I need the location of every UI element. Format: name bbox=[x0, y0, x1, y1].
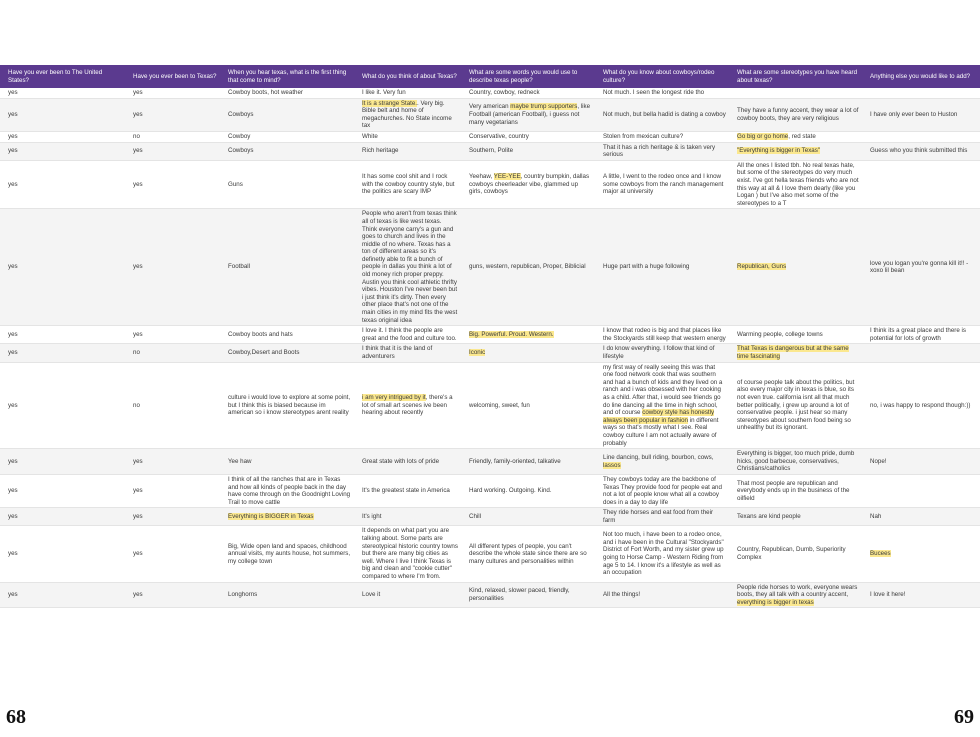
cell-text: yes bbox=[133, 513, 143, 521]
highlighted-text: Republican, Guns bbox=[737, 263, 787, 271]
table-cell bbox=[0, 508, 125, 526]
table-cell bbox=[729, 449, 862, 475]
cell-text: Southern, Polite bbox=[469, 147, 514, 155]
cell-text: Love it bbox=[362, 591, 381, 599]
table-cell bbox=[220, 344, 354, 362]
table-cell bbox=[461, 582, 595, 608]
cell-text: It depends on what part you are talking about. Some parts are stereotypical historic country towns but there are many big cities as well. Where I live I think Texas is big and clean and "cookie cutter" compared to where I'm from. bbox=[362, 527, 458, 581]
highlighted-text: YEE-YEE bbox=[493, 173, 521, 181]
cell-text: Not too much, i have been to a rodeo once, and i have been in the Cultural "Stockyards" District of Fort Worth, and my sister grew up going to Horse Camp - Western Riding from age 5 to 14. I know it's a lifestyle as well as an occupation bbox=[603, 531, 724, 577]
table-cell bbox=[595, 88, 729, 98]
cell-text: People ride horses to work, everyone wears boots, they all talk with a country accent, bbox=[737, 583, 858, 599]
table-cell bbox=[125, 474, 220, 507]
header-cell: Have you ever been to Texas? bbox=[133, 72, 217, 80]
cell-text: Stolen from mexican culture? bbox=[603, 132, 684, 140]
cell-text: yes bbox=[8, 401, 18, 409]
table-cell bbox=[125, 160, 220, 209]
table-cell bbox=[729, 326, 862, 344]
cell-text: Yeehaw, bbox=[469, 173, 494, 181]
header-row bbox=[0, 65, 980, 88]
cell-text: yes bbox=[8, 132, 18, 140]
table-cell bbox=[0, 88, 125, 98]
table-cell bbox=[461, 160, 595, 209]
table-cell bbox=[125, 209, 220, 326]
table-cell bbox=[125, 582, 220, 608]
table-cell bbox=[220, 508, 354, 526]
cell-text: guns, western, republican, Proper, Biblicial bbox=[469, 263, 586, 271]
cell-text: Kind, relaxed, slower paced, friendly, personalities bbox=[469, 587, 570, 603]
table-row bbox=[0, 326, 980, 344]
table-row bbox=[0, 98, 980, 131]
cell-text: Country, cowboy, redneck bbox=[469, 89, 540, 96]
cell-text: yes bbox=[133, 457, 143, 465]
cell-text: I do know everything. I follow that kind of lifestyle bbox=[603, 345, 715, 360]
table-cell bbox=[595, 344, 729, 362]
table-row bbox=[0, 449, 980, 475]
table-cell bbox=[862, 508, 980, 526]
cell-text: Big, Wide open land and spaces, childhood annual visits, my aunts house, hot summers, my college town bbox=[228, 542, 351, 565]
header-cell: Anything else you would like to add? bbox=[870, 72, 971, 80]
cell-text: no bbox=[133, 401, 140, 409]
table-cell bbox=[354, 362, 461, 449]
cell-text: Longhorns bbox=[228, 591, 258, 599]
table-cell bbox=[595, 362, 729, 449]
cell-text: , there's a lot of small art scenes ive been hearing about recently bbox=[362, 393, 453, 417]
cell-text: yes bbox=[8, 591, 18, 599]
table-cell bbox=[220, 98, 354, 131]
cell-text: Not much. I seen the longest ride tho bbox=[603, 89, 705, 96]
table-cell bbox=[125, 344, 220, 362]
cell-text: Line dancing, bull riding, bourbon, cows, bbox=[603, 453, 714, 461]
table-cell bbox=[595, 526, 729, 582]
table-cell bbox=[354, 209, 461, 326]
table-cell bbox=[862, 160, 980, 209]
table-cell bbox=[461, 209, 595, 326]
table-cell bbox=[0, 474, 125, 507]
highlighted-text: Iconic bbox=[469, 349, 486, 357]
cell-text: Nope! bbox=[870, 457, 887, 465]
highlighted-text: "Everything is bigger in Texas" bbox=[737, 147, 821, 155]
page-number-left: 68 bbox=[6, 706, 26, 728]
header-cell: What do you know about cowboys/rodeo culture? bbox=[603, 69, 715, 84]
cell-text: yes bbox=[133, 89, 143, 96]
table-cell bbox=[125, 326, 220, 344]
cell-text: yes bbox=[8, 513, 18, 521]
header-cell: Have you ever been to The United States? bbox=[8, 69, 103, 84]
highlighted-text: That Texas is dangerous but at the same time fascinating bbox=[737, 345, 849, 360]
table-row bbox=[0, 582, 980, 608]
table-cell bbox=[461, 142, 595, 160]
highlighted-text: Big. Powerful. Proud. Western. bbox=[469, 331, 554, 339]
cell-text: Conservative, country bbox=[469, 132, 529, 140]
cell-text: yes bbox=[8, 263, 18, 271]
cell-text: yes bbox=[133, 331, 143, 339]
cell-text: no bbox=[133, 132, 140, 140]
cell-text: They have a funny accent, they wear a lot of cowboy boots, they are very religious bbox=[737, 107, 859, 122]
cell-text: yes bbox=[8, 110, 18, 118]
cell-text: Cowboy,Desert and Boots bbox=[228, 349, 300, 357]
table-cell bbox=[0, 131, 125, 142]
table-cell bbox=[595, 160, 729, 209]
table-cell bbox=[0, 326, 125, 344]
table-row bbox=[0, 344, 980, 362]
cell-text: Friendly, family-oriented, talkative bbox=[469, 457, 561, 465]
table-cell bbox=[862, 142, 980, 160]
table-cell bbox=[220, 160, 354, 209]
cell-text: Great state with lots of pride bbox=[362, 457, 440, 465]
table-cell bbox=[862, 362, 980, 449]
cell-text: culture i would love to explore at some point, but I think this is biased because im american so i know stereotypes arent reality bbox=[228, 393, 351, 417]
cell-text: Guess who you think submitted this bbox=[870, 147, 968, 155]
table-cell bbox=[595, 209, 729, 326]
table-cell bbox=[862, 209, 980, 326]
table-row bbox=[0, 362, 980, 449]
table-cell bbox=[354, 160, 461, 209]
cell-text: That most people are republican and everybody ends up in the business of the oilfield bbox=[737, 479, 850, 502]
table-cell bbox=[729, 508, 862, 526]
table-cell bbox=[0, 582, 125, 608]
table-cell bbox=[862, 98, 980, 131]
table-cell bbox=[595, 326, 729, 344]
cell-text: , red state bbox=[788, 132, 816, 140]
cell-text: , country bumpkin, dallas cowboys cheerleader vibe, glammed up girls, cowboys bbox=[469, 173, 590, 196]
cell-text: yes bbox=[8, 331, 18, 339]
cell-text: yes bbox=[8, 550, 18, 558]
highlighted-text: Everything is BIGGER in Texas bbox=[228, 513, 314, 521]
cell-text: yes bbox=[8, 180, 18, 188]
header-cell: When you hear texas, what is the first thing that come to mind? bbox=[228, 69, 347, 84]
table-cell bbox=[595, 449, 729, 475]
table-cell bbox=[220, 526, 354, 582]
cell-text: I think of all the ranches that are in Texas and how all kinds of people back in the day have come through on the Goodnight Loving Trail to move cattle bbox=[228, 475, 351, 506]
cell-text: Cowboy boots and hats bbox=[228, 331, 293, 339]
table-cell bbox=[461, 449, 595, 475]
table-cell bbox=[729, 362, 862, 449]
cell-text: Cowboy bbox=[228, 132, 251, 140]
cell-text: , like Football (american Football), i guess not many vegetarians bbox=[469, 103, 591, 126]
cell-text: I love it. I think the people are great and the food and culture too. bbox=[362, 327, 457, 342]
cell-text: yes bbox=[8, 349, 18, 357]
table-cell bbox=[461, 98, 595, 131]
cell-text: It's the greatest state in America bbox=[362, 487, 450, 495]
cell-text: in different ways so that's mostly what I see. Real cowboy culture I am not actually aware of probably bbox=[603, 416, 719, 447]
header-cell: What are some stereotypes you have heard about texas? bbox=[737, 69, 858, 84]
highlighted-text: lassos bbox=[603, 461, 621, 469]
cell-text: no bbox=[133, 349, 140, 357]
cell-text: I know that rodeo is big and that places like the Stockyards still keep that western energy bbox=[603, 327, 726, 342]
table-cell bbox=[862, 131, 980, 142]
table-cell bbox=[461, 131, 595, 142]
cell-text: I love it here! bbox=[870, 591, 906, 599]
table-cell bbox=[125, 508, 220, 526]
cell-text: I think its a great place and there is potential for lots of growth bbox=[870, 327, 966, 342]
table-cell bbox=[595, 582, 729, 608]
table-header bbox=[0, 65, 980, 88]
cell-text: welcoming, sweet, fun bbox=[469, 401, 530, 409]
table-cell bbox=[729, 474, 862, 507]
table-cell bbox=[220, 88, 354, 98]
cell-text: All different types of people, you can't describe the whole state since there are so many cultures and personalities within bbox=[469, 542, 587, 565]
table-cell bbox=[461, 474, 595, 507]
cell-text: yes bbox=[133, 263, 143, 271]
table-cell bbox=[0, 98, 125, 131]
table-cell bbox=[729, 582, 862, 608]
highlighted-text: Go big or go home bbox=[737, 132, 789, 140]
header-cell: What are some words you would use to describe texas people? bbox=[469, 69, 578, 84]
table-cell bbox=[0, 449, 125, 475]
table-cell bbox=[595, 98, 729, 131]
cell-text: my first way of really seeing this was that one food network cook that was southern and had a bunch of kids and they lived on a ranch and i was obsessed with her cooking as a child. After that, i would see friends go do line dancing all the time in high school, and of course bbox=[603, 363, 723, 417]
table-row bbox=[0, 209, 980, 326]
table-cell bbox=[220, 362, 354, 449]
cell-text: A little, I went to the rodeo once and I know some cowboys from the ranch management major at university bbox=[603, 173, 724, 196]
cell-text: love you logan you're gonna kill it!! - xoxo lil bean bbox=[870, 259, 969, 275]
table-cell bbox=[220, 582, 354, 608]
table-cell bbox=[461, 526, 595, 582]
table-cell bbox=[354, 142, 461, 160]
table-cell bbox=[461, 88, 595, 98]
cell-text: It's ight bbox=[362, 513, 382, 521]
highlighted-text: cowboy style has honestly always been popular in fashion bbox=[603, 409, 715, 424]
cell-text: Chill bbox=[469, 513, 482, 521]
highlighted-text: i am very intrigued by it bbox=[362, 393, 426, 401]
cell-text: All the things! bbox=[603, 591, 641, 599]
table-cell bbox=[862, 88, 980, 98]
table-body bbox=[0, 88, 980, 608]
highlighted-text: Bucees bbox=[870, 550, 891, 558]
cell-text: White bbox=[362, 132, 378, 140]
cell-text: Cowboys bbox=[228, 147, 254, 155]
cell-text: Warming people, college towns bbox=[737, 331, 823, 339]
cell-text: no, i was happy to respond though:)) bbox=[870, 401, 971, 409]
cell-text: Cowboy boots, hot weather bbox=[228, 89, 303, 96]
cell-text: I like it. Very fun bbox=[362, 89, 406, 96]
table-cell bbox=[729, 209, 862, 326]
table-cell bbox=[354, 582, 461, 608]
survey-table-wrap bbox=[0, 65, 980, 608]
table-cell bbox=[729, 88, 862, 98]
cell-text: yes bbox=[8, 89, 18, 96]
table-cell bbox=[125, 362, 220, 449]
table-cell bbox=[354, 508, 461, 526]
cell-text: yes bbox=[8, 147, 18, 155]
table-cell bbox=[862, 449, 980, 475]
cell-text: Not much, but bella hadid is dating a cowboy bbox=[603, 110, 726, 118]
table-row bbox=[0, 160, 980, 209]
header-cell: What do you think of about Texas? bbox=[362, 72, 457, 80]
table-cell bbox=[125, 142, 220, 160]
table-cell bbox=[354, 449, 461, 475]
table-row bbox=[0, 526, 980, 582]
table-cell bbox=[595, 131, 729, 142]
cell-text: People who aren't from texas think all of texas is like west texas. Think everyone carry's a gun and goes to church and lives in the middle of no where. Texas has a ton of different areas so it's definetly able to fit a bunch of people in dallas you think a lot of old money rich proper preppy. Austin you think cool athletic thrifty vibes. Houston I've never been but i just think it's dirty. Then every other place that's not one of the main cities in my mind fits the west texas original idea bbox=[362, 210, 458, 324]
table-cell bbox=[729, 131, 862, 142]
table-cell bbox=[729, 344, 862, 362]
table-cell bbox=[0, 209, 125, 326]
highlighted-text: maybe trump supporters bbox=[510, 103, 578, 111]
table-cell bbox=[220, 131, 354, 142]
cell-text: All the ones I listed tbh. No real texas hate, but some of the stereotypes do very much exist. I've got hella texas friends who are not this way at all & I love them dearly (like you Logan ) but I've also met some of the stereotypes to a T bbox=[737, 161, 859, 207]
table-cell bbox=[595, 142, 729, 160]
cell-text: yes bbox=[133, 550, 143, 558]
table-cell bbox=[354, 526, 461, 582]
table-cell bbox=[595, 474, 729, 507]
table-cell bbox=[125, 449, 220, 475]
cell-text: of course people talk about the politics, but also every major city in texas is blue, so its not even true. california isnt all that much better politically, i grew up around a lot of conservative people. i just hear so many stereotypes about southern food being so unhealthy but its ignorant. bbox=[737, 378, 855, 432]
table-cell bbox=[125, 131, 220, 142]
cell-text: yes bbox=[8, 457, 18, 465]
cell-text: Rich heritage bbox=[362, 147, 399, 155]
table-cell bbox=[862, 582, 980, 608]
table-row bbox=[0, 508, 980, 526]
table-cell bbox=[220, 209, 354, 326]
cell-text: Everything is bigger, too much pride, dumb hicks, good barbecue, conservatives, Christians/catholics bbox=[737, 450, 855, 473]
table-cell bbox=[461, 344, 595, 362]
cell-text: Cowboys bbox=[228, 110, 254, 118]
table-cell bbox=[354, 344, 461, 362]
cell-text: Hard working. Outgoing. Kind. bbox=[469, 487, 552, 495]
cell-text: They cowboys today are the backbone of Texas They provide food for people eat and not a lot of people know what all a cowboy does in a day to day life bbox=[603, 475, 722, 506]
table-row bbox=[0, 131, 980, 142]
survey-table bbox=[0, 65, 980, 608]
cell-text: Country, Republican, Dumb, Superiority Complex bbox=[737, 546, 846, 562]
table-cell bbox=[220, 326, 354, 344]
table-cell bbox=[862, 326, 980, 344]
cell-text: . Very big. Bible belt and home of megachurches. No State income tax bbox=[362, 99, 452, 130]
cell-text: That it has a rich heritage & is taken very serious bbox=[603, 143, 716, 159]
table-cell bbox=[220, 142, 354, 160]
table-cell bbox=[862, 474, 980, 507]
cell-text: They ride horses and eat food from their farm bbox=[603, 509, 714, 524]
cell-text: Texans are kind people bbox=[737, 513, 801, 521]
table-cell bbox=[354, 131, 461, 142]
cell-text: Yee haw bbox=[228, 457, 252, 465]
table-row bbox=[0, 474, 980, 507]
cell-text: Nah bbox=[870, 513, 882, 521]
table-cell bbox=[125, 88, 220, 98]
table-cell bbox=[0, 142, 125, 160]
cell-text: yes bbox=[133, 487, 143, 495]
highlighted-text: everything is bigger in texas bbox=[737, 598, 814, 606]
table-cell bbox=[220, 449, 354, 475]
table-cell bbox=[125, 526, 220, 582]
cell-text: It has some cool shit and I rock with the cowboy country style, but the politics are scary IMP bbox=[362, 173, 455, 196]
table-cell bbox=[0, 160, 125, 209]
cell-text: Very american bbox=[469, 103, 511, 111]
table-cell bbox=[354, 88, 461, 98]
table-cell bbox=[862, 526, 980, 582]
cell-text: yes bbox=[133, 110, 143, 118]
table-cell bbox=[461, 362, 595, 449]
table-cell bbox=[862, 344, 980, 362]
table-cell bbox=[0, 526, 125, 582]
table-cell bbox=[354, 474, 461, 507]
table-cell bbox=[595, 508, 729, 526]
cell-text: yes bbox=[133, 591, 143, 599]
table-cell bbox=[0, 362, 125, 449]
cell-text: yes bbox=[133, 147, 143, 155]
table-cell bbox=[729, 160, 862, 209]
table-row bbox=[0, 142, 980, 160]
cell-text: Huge part with a huge following bbox=[603, 263, 690, 271]
cell-text: yes bbox=[8, 487, 18, 495]
table-cell bbox=[729, 98, 862, 131]
table-row bbox=[0, 88, 980, 98]
table-cell bbox=[125, 98, 220, 131]
cell-text: Guns bbox=[228, 180, 243, 188]
table-cell bbox=[0, 344, 125, 362]
cell-text: Football bbox=[228, 263, 251, 271]
table-cell bbox=[354, 326, 461, 344]
cell-text: yes bbox=[133, 180, 143, 188]
table-cell bbox=[220, 474, 354, 507]
table-cell bbox=[461, 326, 595, 344]
cell-text: I think that it is the land of adventurers bbox=[362, 345, 433, 360]
table-cell bbox=[729, 142, 862, 160]
cell-text: I have only ever been to Huston bbox=[870, 110, 958, 118]
table-cell bbox=[729, 526, 862, 582]
highlighted-text: It is a strange State. bbox=[362, 99, 418, 107]
table-cell bbox=[461, 508, 595, 526]
page-number-right: 69 bbox=[954, 706, 974, 728]
table-cell bbox=[354, 98, 461, 131]
